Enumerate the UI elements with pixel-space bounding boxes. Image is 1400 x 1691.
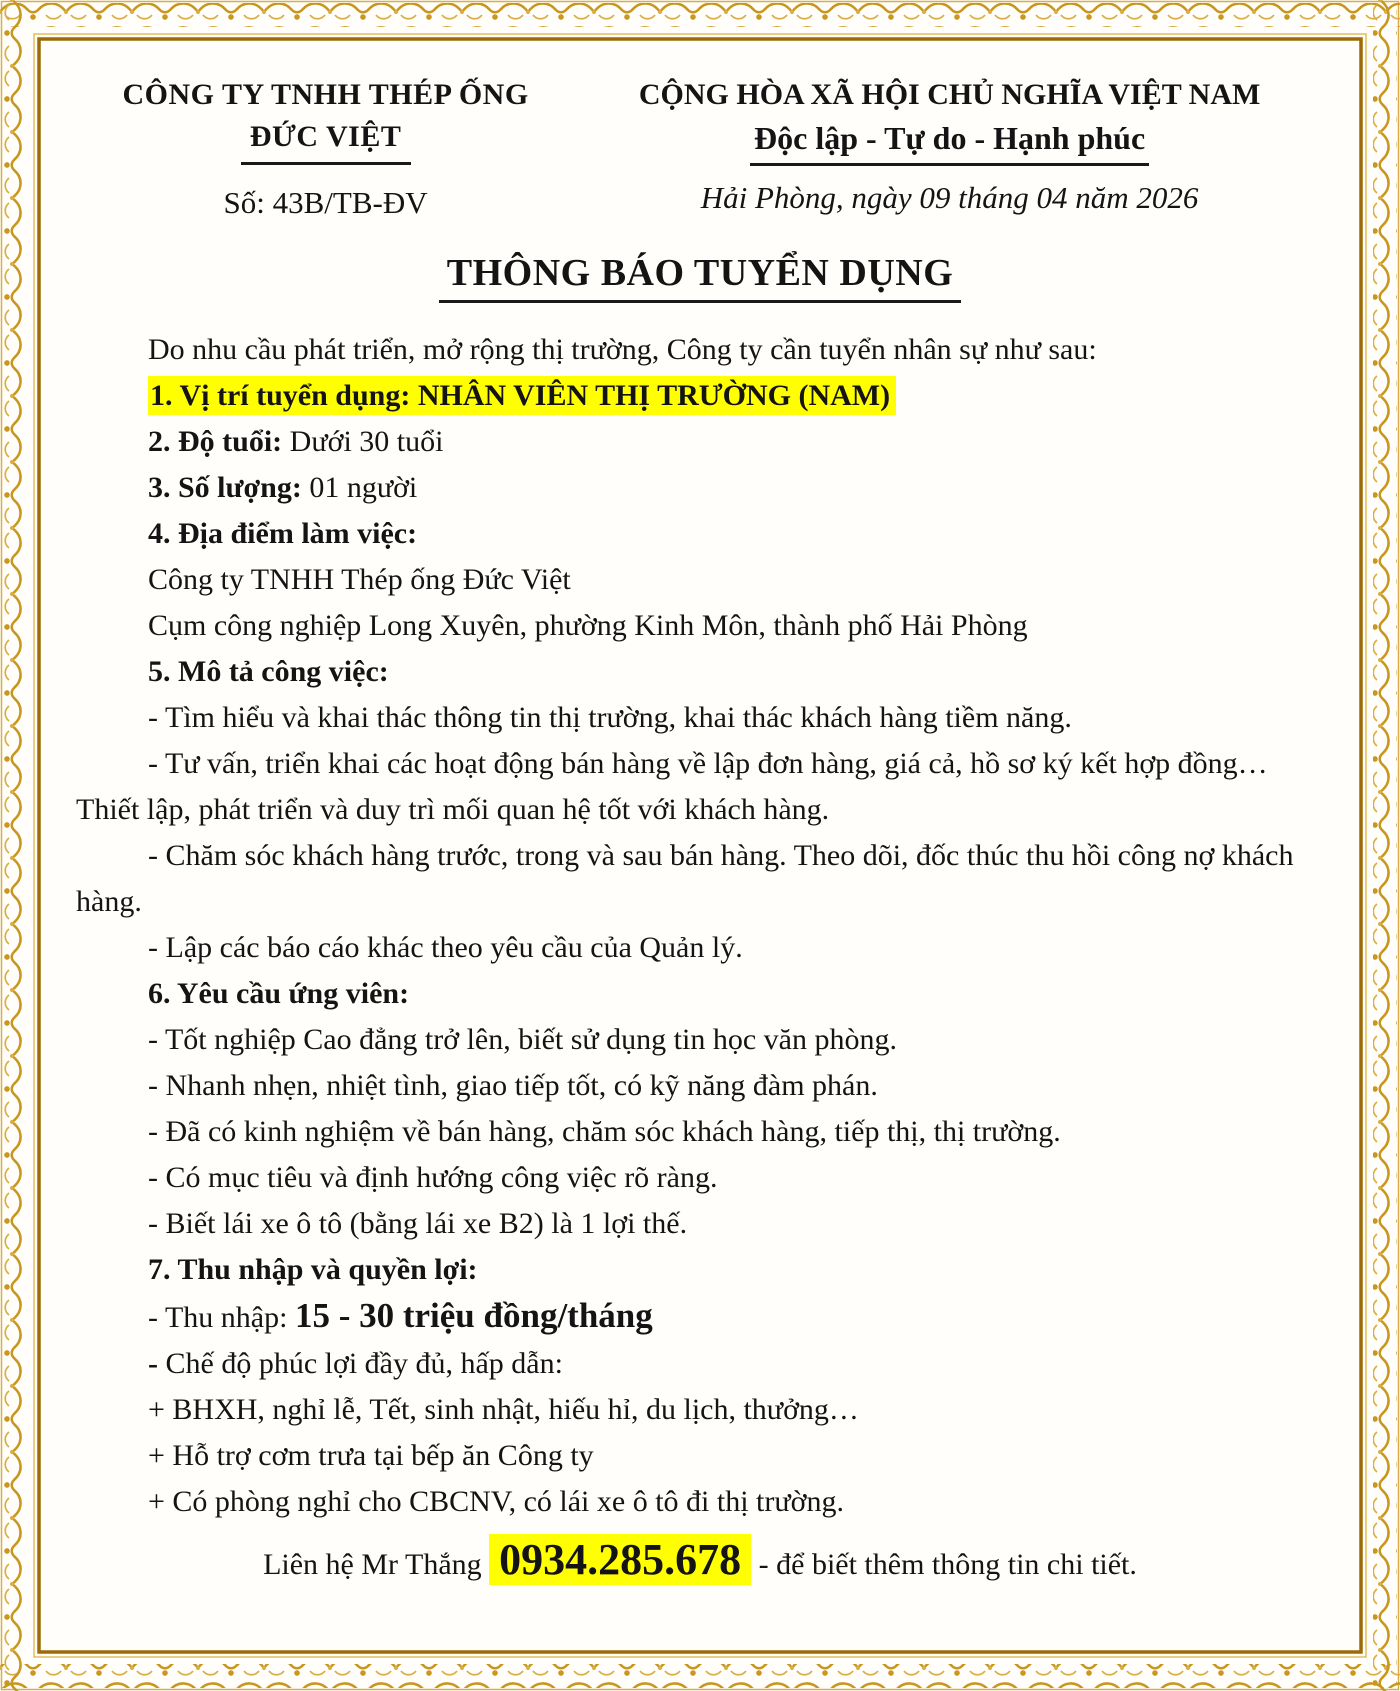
requirement-bullet: - Tốt nghiệp Cao đẳng trở lên, biết sử dụng tin học văn phòng. (148, 1023, 897, 1056)
place-and-date: Hải Phòng, ngày 09 tháng 04 năm 2026 (700, 180, 1199, 215)
contact-line (76, 1537, 1324, 1588)
benefit-line: + Hỗ trợ cơm trưa tại bếp ăn Công ty (148, 1439, 594, 1472)
company-name-line1: CÔNG TY TNHH THÉP ỐNG (122, 78, 529, 111)
requirement-bullet: - Nhanh nhẹn, nhiệt tình, giao tiếp tốt, có kỹ năng đàm phán. (148, 1069, 878, 1102)
quantity-value: 01 người (309, 471, 418, 504)
contact-phone: 0934.285.678 (489, 1534, 751, 1585)
quantity-line (76, 465, 1324, 511)
position-value: NHÂN VIÊN THỊ TRƯỜNG (NAM) (417, 379, 891, 412)
national-motto-line2: Độc lập - Tự do - Hạnh phúc (750, 118, 1149, 166)
age-label: 2. Độ tuổi: (148, 425, 283, 458)
salary-prefix: - Thu nhập: (148, 1301, 288, 1334)
age-value: Dưới 30 tuổi (289, 425, 444, 458)
requirement-bullet: - Đã có kinh nghiệm về bán hàng, chăm sóc khách hàng, tiếp thị, thị trường. (148, 1115, 1061, 1148)
national-motto-line1: CỘNG HÒA XÃ HỘI CHỦ NGHĨA VIỆT NAM (638, 78, 1261, 111)
salary-line (76, 1293, 1324, 1341)
location-label: 4. Địa điểm làm việc: (148, 517, 418, 550)
position-line (76, 373, 1324, 419)
salary-value: 15 - 30 triệu đồng/tháng (294, 1296, 653, 1335)
requirements-label: 6. Yêu cầu ứng viên: (148, 977, 410, 1010)
quantity-label: 3. Số lượng: (148, 471, 302, 504)
job-desc-label: 5. Mô tả công việc: (148, 655, 389, 688)
company-name-line2: ĐỨC VIỆT (249, 120, 402, 153)
location-line: Cụm công nghiệp Long Xuyên, phường Kinh Môn, thành phố Hải Phòng (148, 609, 1028, 642)
company-block (76, 74, 575, 221)
age-line (76, 419, 1324, 465)
benefit-line: + Có phòng nghỉ cho CBCNV, có lái xe ô tô đi thị trường. (148, 1485, 844, 1518)
job-bullet: - Chăm sóc khách hàng trước, trong và sau bán hàng. Theo dõi, đốc thúc thu hồi công nợ khách hàng. (76, 839, 1294, 918)
page-title: THÔNG BÁO TUYỂN DỤNG (439, 251, 962, 303)
welfare-text: Chế độ phúc lợi đầy đủ, hấp dẫn: (165, 1347, 563, 1380)
title-block (76, 251, 1324, 303)
job-desc-label-line (76, 649, 1324, 695)
requirement-bullet: - Biết lái xe ô tô (bằng lái xe B2) là 1 lợi thế. (148, 1207, 688, 1240)
national-block (575, 74, 1324, 216)
location-label-line (76, 511, 1324, 557)
document-body (76, 327, 1324, 1588)
position-label: 1. Vị trí tuyển dụng: (150, 379, 411, 412)
letterhead (76, 74, 1324, 221)
document-content (52, 52, 1348, 1639)
requirement-bullet: - Có mục tiêu và định hướng công việc rõ ràng. (148, 1161, 718, 1194)
intro-paragraph: Do nhu cầu phát triển, mở rộng thị trường, Công ty cần tuyển nhân sự như sau: (148, 333, 1097, 366)
job-bullet: - Tư vấn, triển khai các hoạt động bán hàng về lập đơn hàng, giá cả, hồ sơ ký kết hợp đồng… Thiết lập, phát triển và duy trì mối quan hệ tốt với khách hàng. (76, 747, 1268, 826)
document-number: Số: 43B/TB-ĐV (223, 185, 428, 220)
benefit-line: + BHXH, nghỉ lễ, Tết, sinh nhật, hiếu hỉ, du lịch, thưởng… (148, 1393, 859, 1426)
requirements-label-line (76, 971, 1324, 1017)
income-label-line (76, 1247, 1324, 1293)
company-underline-rule (241, 162, 411, 165)
contact-prefix: Liên hệ Mr Thắng (263, 1548, 482, 1581)
location-line: Công ty TNHH Thép ống Đức Việt (148, 563, 571, 596)
job-bullet: - Lập các báo cáo khác theo yêu cầu của Quản lý. (148, 931, 743, 964)
welfare-line (76, 1341, 1324, 1387)
contact-suffix: - để biết thêm thông tin chi tiết. (758, 1548, 1137, 1581)
income-label: 7. Thu nhập và quyền lợi: (148, 1253, 478, 1286)
job-bullet: - Tìm hiểu và khai thác thông tin thị trường, khai thác khách hàng tiềm năng. (148, 701, 1072, 734)
welfare-dash: - (148, 1347, 158, 1380)
